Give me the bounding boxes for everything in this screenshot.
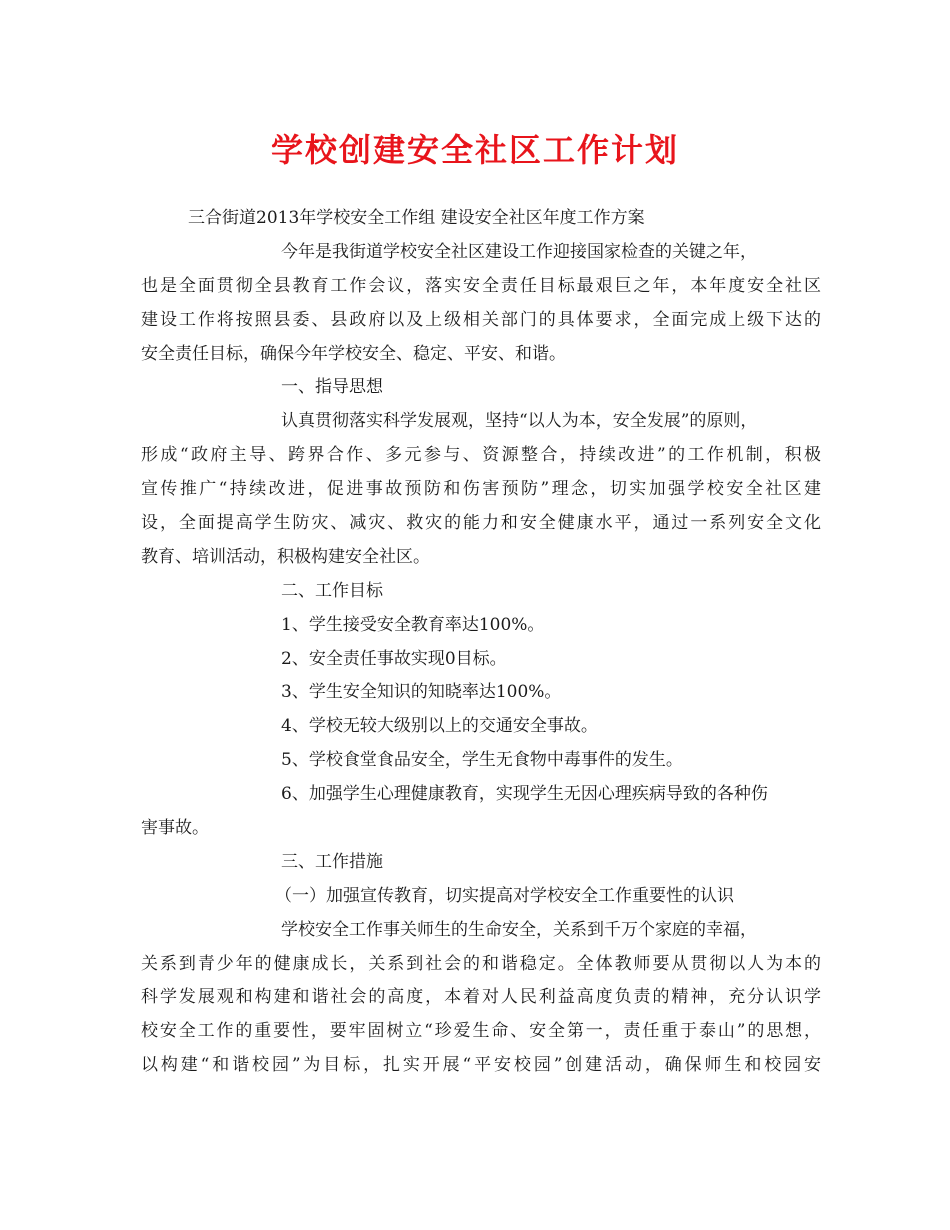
paragraph-line: 校安全工作的重要性，要牢固树立“珍爱生命、安全第一，责任重于泰山”的思想， [141, 1021, 821, 1042]
paragraph-line: 学校安全工作事关师生的生命安全，关系到千万个家庭的幸福， [281, 919, 757, 940]
document-title: 学校创建安全社区工作计划 [270, 131, 679, 169]
paragraph-line: 认真贯彻落实科学发展观，坚持“以人为本，安全发展”的原则， [281, 411, 758, 432]
paragraph-line: 以构建“和谐校园”为目标，扎实开展“平安校园”创建活动，确保师生和校园安 [141, 1055, 821, 1076]
list-item: 4、学校无较大级别以上的交通安全事故。 [281, 716, 598, 737]
paragraph-line: 今年是我街道学校安全社区建设工作迎接国家检查的关键之年， [281, 241, 757, 262]
subsection-heading: （一）加强宣传教育，切实提高对学校安全工作重要性的认识 [275, 885, 734, 906]
section-heading: 一、指导思想 [281, 377, 383, 398]
list-item: 5、学校食堂食品安全，学生无食物中毒事件的发生。 [281, 750, 683, 771]
paragraph-line: 设，全面提高学生防灾、减灾、救灾的能力和安全健康水平，通过一系列安全文化 [141, 513, 821, 534]
paragraph-line: 宣传推广“持续改进，促进事故预防和伤害预防”理念，切实加强学校安全社区建 [141, 479, 821, 500]
list-item: 3、学生安全知识的知晓率达100%。 [281, 682, 562, 703]
list-item: 2、安全责任事故实现0目标。 [281, 648, 507, 669]
section-heading: 二、工作目标 [281, 580, 383, 601]
paragraph-line: 科学发展观和构建和谐社会的高度，本着对人民利益高度负责的精神，充分认识学 [141, 987, 821, 1008]
paragraph-line: 教育、培训活动，积极构建安全社区。 [141, 546, 430, 567]
paragraph-line: 关系到青少年的健康成长，关系到社会的和谐稳定。全体教师要从贯彻以人为本的 [141, 953, 821, 974]
section-heading: 三、工作措施 [281, 851, 383, 872]
list-item: 1、学生接受安全教育率达100%。 [281, 614, 545, 635]
paragraph-line: 形成“政府主导、跨界合作、多元参与、资源整合，持续改进”的工作机制，积极 [141, 445, 821, 466]
list-item-continuation: 害事故。 [141, 818, 209, 839]
paragraph-line: 建设工作将按照县委、县政府以及上级相关部门的具体要求，全面完成上级下达的 [141, 309, 821, 330]
paragraph-line: 安全责任目标，确保今年学校安全、稳定、平安、和谐。 [141, 343, 566, 364]
paragraph-line: 也是全面贯彻全县教育工作会议，落实安全责任目标最艰巨之年，本年度安全社区 [141, 275, 821, 296]
subtitle-line: 三合街道2013年学校安全工作组 建设安全社区年度工作方案 [188, 208, 645, 228]
document-body [141, 202, 821, 1083]
list-item: 6、加强学生心理健康教育，实现学生无因心理疾病导致的各种伤 [281, 784, 768, 805]
